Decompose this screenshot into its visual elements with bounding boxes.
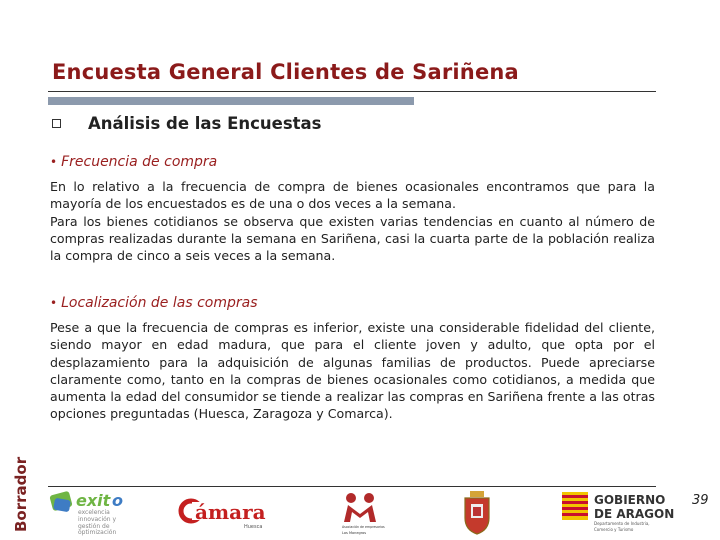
bullet-dot-icon: • xyxy=(50,155,58,169)
svg-text:innovación y: innovación y xyxy=(78,516,117,523)
svg-text:Departamento de Industria,: Departamento de Industria, xyxy=(594,521,650,526)
svg-text:exit: exit xyxy=(76,491,111,510)
page-title: Encuesta General Clientes de Sariñena xyxy=(52,60,519,84)
paragraph-line: En lo relativo a la frecuencia de compra de bienes ocasionales encontramos que para la mayoría de los encuestados es de una o dos veces a la semana. xyxy=(50,179,655,212)
paragraph-line: Para los bienes cotidianos se observa que existen varias tendencias en cuanto al número de compras realizadas durante la semana en Sariñena, casi la cuarta parte de la población realiza la compra de cinco a seis veces a la semana. xyxy=(50,213,655,264)
paragraph-localizacion xyxy=(50,319,655,423)
svg-text:gestión de: gestión de xyxy=(78,523,110,530)
page-number: 39 xyxy=(692,493,709,508)
borrador-stamp-logo xyxy=(4,456,34,532)
section-heading-frecuencia xyxy=(50,154,217,170)
svg-text:o: o xyxy=(112,491,123,510)
square-bullet-icon xyxy=(52,119,61,128)
svg-text:optimización: optimización xyxy=(78,529,117,536)
gobierno-aragon-logo xyxy=(560,488,690,534)
svg-text:Los Monegros: Los Monegros xyxy=(342,531,367,535)
camara-logo xyxy=(178,494,280,530)
svg-text:Borrador: Borrador xyxy=(12,456,30,532)
paragraph-line: Pese a que la frecuencia de compras es inferior, existe una considerable fidelidad del cliente, siendo mayor en edad madura, que para el cliente joven y adulto, que opta por el desplazamiento para la adquisición de algunas familias de productos. Puede apreciarse claramente como, tanto en la compras de bienes ocasionales como cotidianos, a medida que aumenta la edad del consumidor se tiende a realizar las compras en Sariñena frente a las otras opciones preguntadas (Huesca, Zaragoza y Comarca). xyxy=(50,320,655,422)
svg-text:excelencia: excelencia xyxy=(78,509,110,516)
asociacion-empresarios-logo xyxy=(340,490,385,536)
coat-of-arms-logo xyxy=(460,490,494,536)
svg-text:ámara: ámara xyxy=(195,500,266,524)
svg-text:GOBIERNO: GOBIERNO xyxy=(594,493,666,507)
title-divider xyxy=(48,91,656,92)
svg-text:Huesca: Huesca xyxy=(244,524,263,530)
title-accent-bar xyxy=(48,97,414,105)
paragraph-frecuencia xyxy=(50,178,655,264)
svg-text:Asociación de empresarios: Asociación de empresarios xyxy=(342,525,385,529)
exito-logo xyxy=(50,489,132,535)
bullet-dot-icon: • xyxy=(50,296,58,310)
footer-divider xyxy=(48,486,656,487)
section-subtitle: Análisis de las Encuestas xyxy=(88,114,322,133)
section-heading-text: Frecuencia de compra xyxy=(61,154,218,170)
svg-text:DE ARAGON: DE ARAGON xyxy=(594,507,675,521)
section-heading-localizacion xyxy=(50,295,257,311)
section-heading-text: Localización de las compras xyxy=(61,295,258,311)
svg-text:Comercio y Turismo: Comercio y Turismo xyxy=(594,527,634,532)
